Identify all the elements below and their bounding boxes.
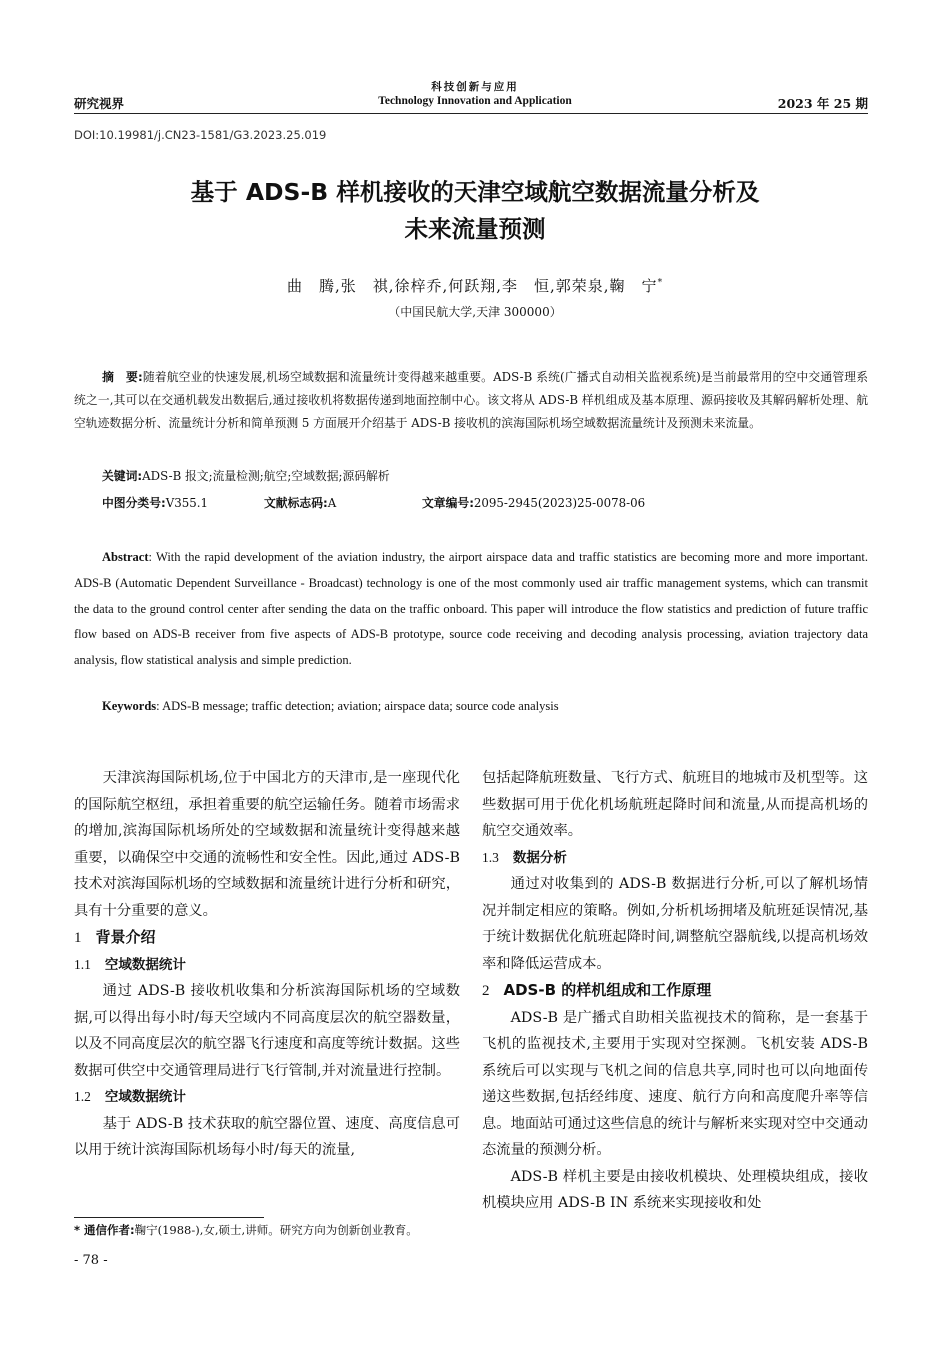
- footnote: [74, 1222, 418, 1238]
- classification-line: [102, 494, 868, 511]
- footnote-label: * 通信作者:: [74, 1223, 135, 1237]
- body-column-left: [74, 765, 460, 1164]
- authors: 曲 腾,张 祺,徐梓乔,何跃翔,李 恒,郭荣泉,鞠 宁: [286, 277, 658, 295]
- section-1-3-heading: [482, 845, 868, 872]
- section-1-3-paragraph: 通过对收集到的 ADS-B 数据进行分析,可以了解机场情况并制定相应的策略。例如,分析机场拥堵及航班延误情况,基于统计数据优化航班起降时间,调整航空器航线,以提高机场效率和降低运营成本。: [482, 876, 868, 972]
- footnote-text: 鞠宁(1988-),女,硕士,讲师。研究方向为创新创业教育。: [134, 1223, 418, 1237]
- section-1-1-heading: [74, 952, 460, 979]
- abstract-en-text: : With the rapid development of the aviation industry, the airport airspace data and traffic statistics are becoming more and more important. ADS-B (Automatic Dependent Surveillance - Broadcast) technology is one of the most commonly used air traffic management systems, which can transmit the data to the ground control center after sending the data on the traffic onboard. This paper will introduce the flow statistics and prediction of future traffic flow based on ADS-B receiver from five aspects of ADS-B prototype, source code receiving and decoding analysis processing, aviation trajectory data analysis, flow statistical analysis and simple prediction.: [74, 550, 868, 668]
- keywords-en-text: : ADS-B message; traffic detection; aviation; airspace data; source code analysis: [156, 699, 559, 713]
- affiliation: （中国民航大学,天津 300000）: [388, 305, 562, 319]
- section-1-2-continued: 包括起降航班数量、飞行方式、航班目的地城市及机型等。这些数据可用于优化机场航班起降时间和流量,从而提高机场的航空交通效率。: [482, 770, 869, 839]
- keywords-cn: [102, 467, 868, 484]
- section-1-number: 1: [74, 930, 82, 946]
- section-1-3-title: 数据分析: [512, 849, 567, 866]
- section-1-2-title: 空域数据统计: [104, 1089, 186, 1105]
- abstract-cn-label: 摘 要:: [102, 370, 143, 384]
- section-2-paragraph-2: ADS-B 样机主要是由接收机模块、处理模块组成，接收机模块应用 ADS-B IN 系统来实现接收和处: [482, 1168, 868, 1211]
- journal-name-cn: 科技创新与应用: [431, 81, 519, 93]
- keywords-cn-text: ADS-B 报文;流量检测;航空;空域数据;源码解析: [142, 469, 390, 483]
- clc-value: V355.1: [165, 496, 208, 510]
- paper-title: [60, 174, 890, 248]
- section-2-title: ADS-B 的样机组成和工作原理: [503, 981, 712, 999]
- author-list: [0, 275, 950, 296]
- title-line-2: 未来流量预测: [404, 215, 546, 243]
- abstract-cn-text: 随着航空业的快速发展,机场空域数据和流量统计变得越来越重要。ADS-B 系统(广播式自动相关监视系统)是当前最常用的空中交通管理系统之一,其可以在交通机载发出数据后,通过接收机将数据传递到地面控制中心。该文将从 ADS-B 样机组成及基本原理、源码接收及其解码解析处理、航空轨迹数据分析、流量统计分析和简单预测 5 方面展开介绍基于 ADS-B 接收机的滨海国际机场空域数据流量统计及预测未来流量。: [74, 370, 869, 430]
- abstract-en-label: Abstract: [102, 550, 149, 564]
- title-line-1: 基于 ADS-B 样机接收的天津空域航空数据流量分析及: [190, 178, 760, 206]
- intro-paragraph: 天津滨海国际机场,位于中国北方的天津市,是一座现代化的国际航空枢纽，承担着重要的航空运输任务。随着市场需求的增加,滨海国际机场所处的空域数据和流量统计变得越来越重要，以确保空中交通的流畅性和安全性。因此,通过 ADS-B 技术对滨海国际机场的空域数据和流量统计进行分析和研究，具有十分重要的意义。: [74, 770, 461, 919]
- section-1-heading: [74, 924, 460, 952]
- doc-code-value: A: [327, 496, 337, 510]
- abstract-cn: [74, 366, 868, 435]
- abstract-en: [74, 545, 868, 674]
- doc-code-label: 文献标志码:: [264, 496, 328, 510]
- article-no-value: 2095-2945(2023)25-0078-06: [473, 496, 646, 510]
- section-2-heading: [482, 977, 868, 1005]
- clc-label: 中图分类号:: [102, 496, 166, 510]
- journal-name-en: Technology Innovation and Application: [378, 95, 572, 107]
- section-1-title: 背景介绍: [95, 928, 156, 946]
- doi: DOI:10.19981/j.CN23-1581/G3.2023.25.019: [74, 128, 327, 142]
- article-no-label: 文章编号:: [422, 496, 474, 510]
- section-1-2-paragraph: 基于 ADS-B 技术获取的航空器位置、速度、高度信息可以用于统计滨海国际机场每小时/每天的流量,: [74, 1115, 460, 1158]
- section-1-1-paragraph: 通过 ADS-B 接收机收集和分析滨海国际机场的空域数据,可以得出每小时/每天空域内不同高度层次的航空器数量，以及不同高度层次的航空器飞行速度和高度等统计数据。这些数据可供空中交通管理局进行飞行管制,并对流量进行控制。: [74, 983, 461, 1079]
- section-1-1-title: 空域数据统计: [104, 956, 186, 973]
- issue-label: 2023 年 25 期: [777, 96, 868, 111]
- body-column-right: [482, 765, 868, 1217]
- corresponding-mark: *: [657, 278, 664, 288]
- footnote-rule: [74, 1217, 264, 1218]
- header-rule: [74, 113, 868, 114]
- page-number: - 78 -: [74, 1253, 108, 1268]
- section-1-3-number: 1.3: [482, 849, 499, 865]
- section-1-2-number: 1.2: [74, 1089, 91, 1104]
- keywords-en: [102, 699, 868, 714]
- keywords-en-label: Keywords: [102, 699, 157, 713]
- section-1-1-number: 1.1: [74, 956, 91, 972]
- keywords-cn-label: 关键词:: [102, 469, 143, 483]
- section-2-paragraph-1: ADS-B 是广播式自助相关监视技术的简称，是一套基于飞机的监视技术,主要用于实现对空探测。飞机安装 ADS-B 系统后可以实现与飞机之间的信息共享,同时也可以向地面传递这些数据,包括经纬度、速度、航行方向和高度爬升率等信息。地面站可通过这些信息的统计与解析来实现对空中交通动态流量的预测分析。: [482, 1009, 869, 1158]
- running-head-section: 研究视界: [74, 96, 125, 111]
- section-1-2-heading: [74, 1084, 460, 1111]
- section-2-number: 2: [482, 983, 490, 999]
